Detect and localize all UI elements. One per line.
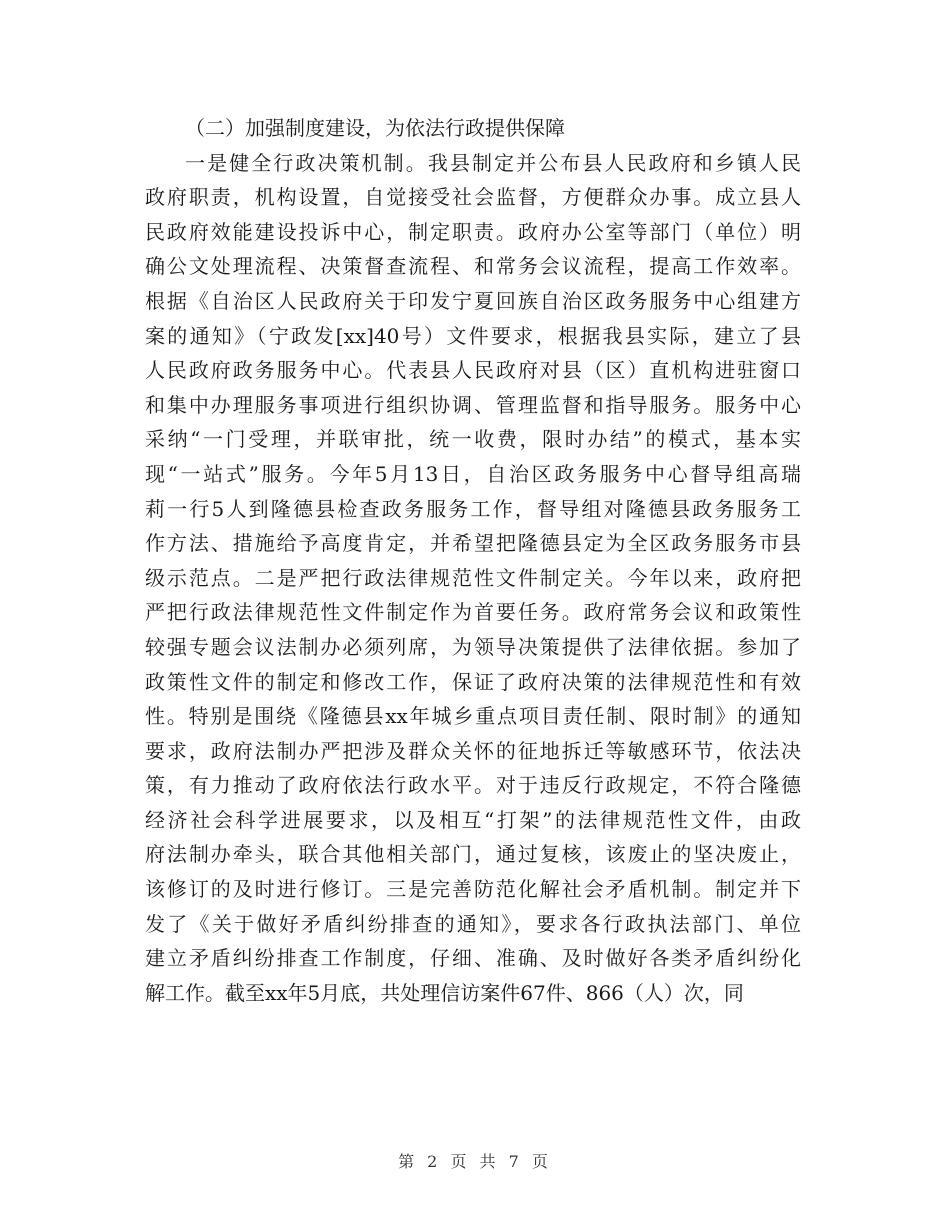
paragraph-line: 较强专题会议法制办必须列席，为领导决策提供了法律依据。参加了 (145, 634, 801, 659)
paragraph-line: 策，有力推动了政府依法行政水平。对于违反行政规定，不符合隆德 (145, 773, 801, 798)
paragraph-line: 一是健全行政决策机制。我县制定并公布县人民政府和乡镇人民 (185, 150, 801, 175)
paragraph-line: 经济社会科学进展要求，以及相互“打架”的法律规范性文件，由政 (145, 807, 801, 832)
document-body (145, 111, 801, 1010)
paragraph-line: 现“一站式”服务。今年5月13日，自治区政务服务中心督导组高瑞 (145, 461, 801, 486)
paragraph-line: 根据《自治区人民政府关于印发宁夏回族自治区政务服务中心组建方 (145, 288, 801, 313)
paragraph-line: 采纳“一门受理，并联审批，统一收费，限时办结”的模式，基本实 (145, 427, 801, 452)
paragraph-line: 政策性文件的制定和修改工作，保证了政府决策的法律规范性和有效 (145, 669, 801, 694)
paragraph-line: 要求，政府法制办严把涉及群众关怀的征地拆迁等敏感环节，依法决 (145, 738, 801, 763)
paragraph-line: 解工作。截至xx年5月底，共处理信访案件67件、866（人）次，同 (145, 980, 744, 1005)
paragraph-line: 政府职责，机构设置，自觉接受社会监督，方便群众办事。成立县人 (145, 185, 801, 210)
page-number-label: 第 2 页 共 7 页 (398, 1152, 552, 1171)
paragraph-line: 和集中办理服务事项进行组织协调、管理监督和指导服务。服务中心 (145, 392, 801, 417)
page-footer (0, 1150, 950, 1174)
paragraph-line: 发了《关于做好矛盾纠纷排查的通知》，要求各行政执法部门、单位 (145, 911, 801, 936)
paragraph-line: 莉一行5人到隆德县检查政务服务工作，督导组对隆德县政务服务工 (145, 496, 801, 521)
paragraph-line: 作方法、措施给予高度肯定，并希望把隆德县定为全区政务服务市县 (145, 531, 801, 556)
section-heading: （二）加强制度建设，为依法行政提供保障 (185, 116, 565, 140)
paragraph-line: 民政府效能建设投诉中心，制定职责。政府办公室等部门（单位）明 (145, 219, 801, 244)
paragraph-line: 性。特别是围绕《隆德县xx年城乡重点项目责任制、限时制》的通知 (145, 704, 801, 729)
paragraph-line: 确公文处理流程、决策督查流程、和常务会议流程，提高工作效率。 (145, 254, 801, 279)
paragraph-line: 府法制办牵头，联合其他相关部门，通过复核，该废止的坚决废止， (145, 842, 801, 867)
paragraph-line: 人民政府政务服务中心。代表县人民政府对县（区）直机构进驻窗口 (145, 358, 801, 383)
paragraph-line: 案的通知》（宁政发[xx]40号）文件要求，根据我县实际，建立了县 (145, 323, 801, 348)
paragraph-line: 级示范点。二是严把行政法律规范性文件制定关。今年以来，政府把 (145, 565, 801, 590)
paragraph-line: 建立矛盾纠纷排查工作制度，仔细、准确、及时做好各类矛盾纠纷化 (145, 946, 801, 971)
paragraph-line: 该修订的及时进行修订。三是完善防范化解社会矛盾机制。制定并下 (145, 877, 801, 902)
paragraph-line: 严把行政法律规范性文件制定作为首要任务。政府常务会议和政策性 (145, 600, 801, 625)
